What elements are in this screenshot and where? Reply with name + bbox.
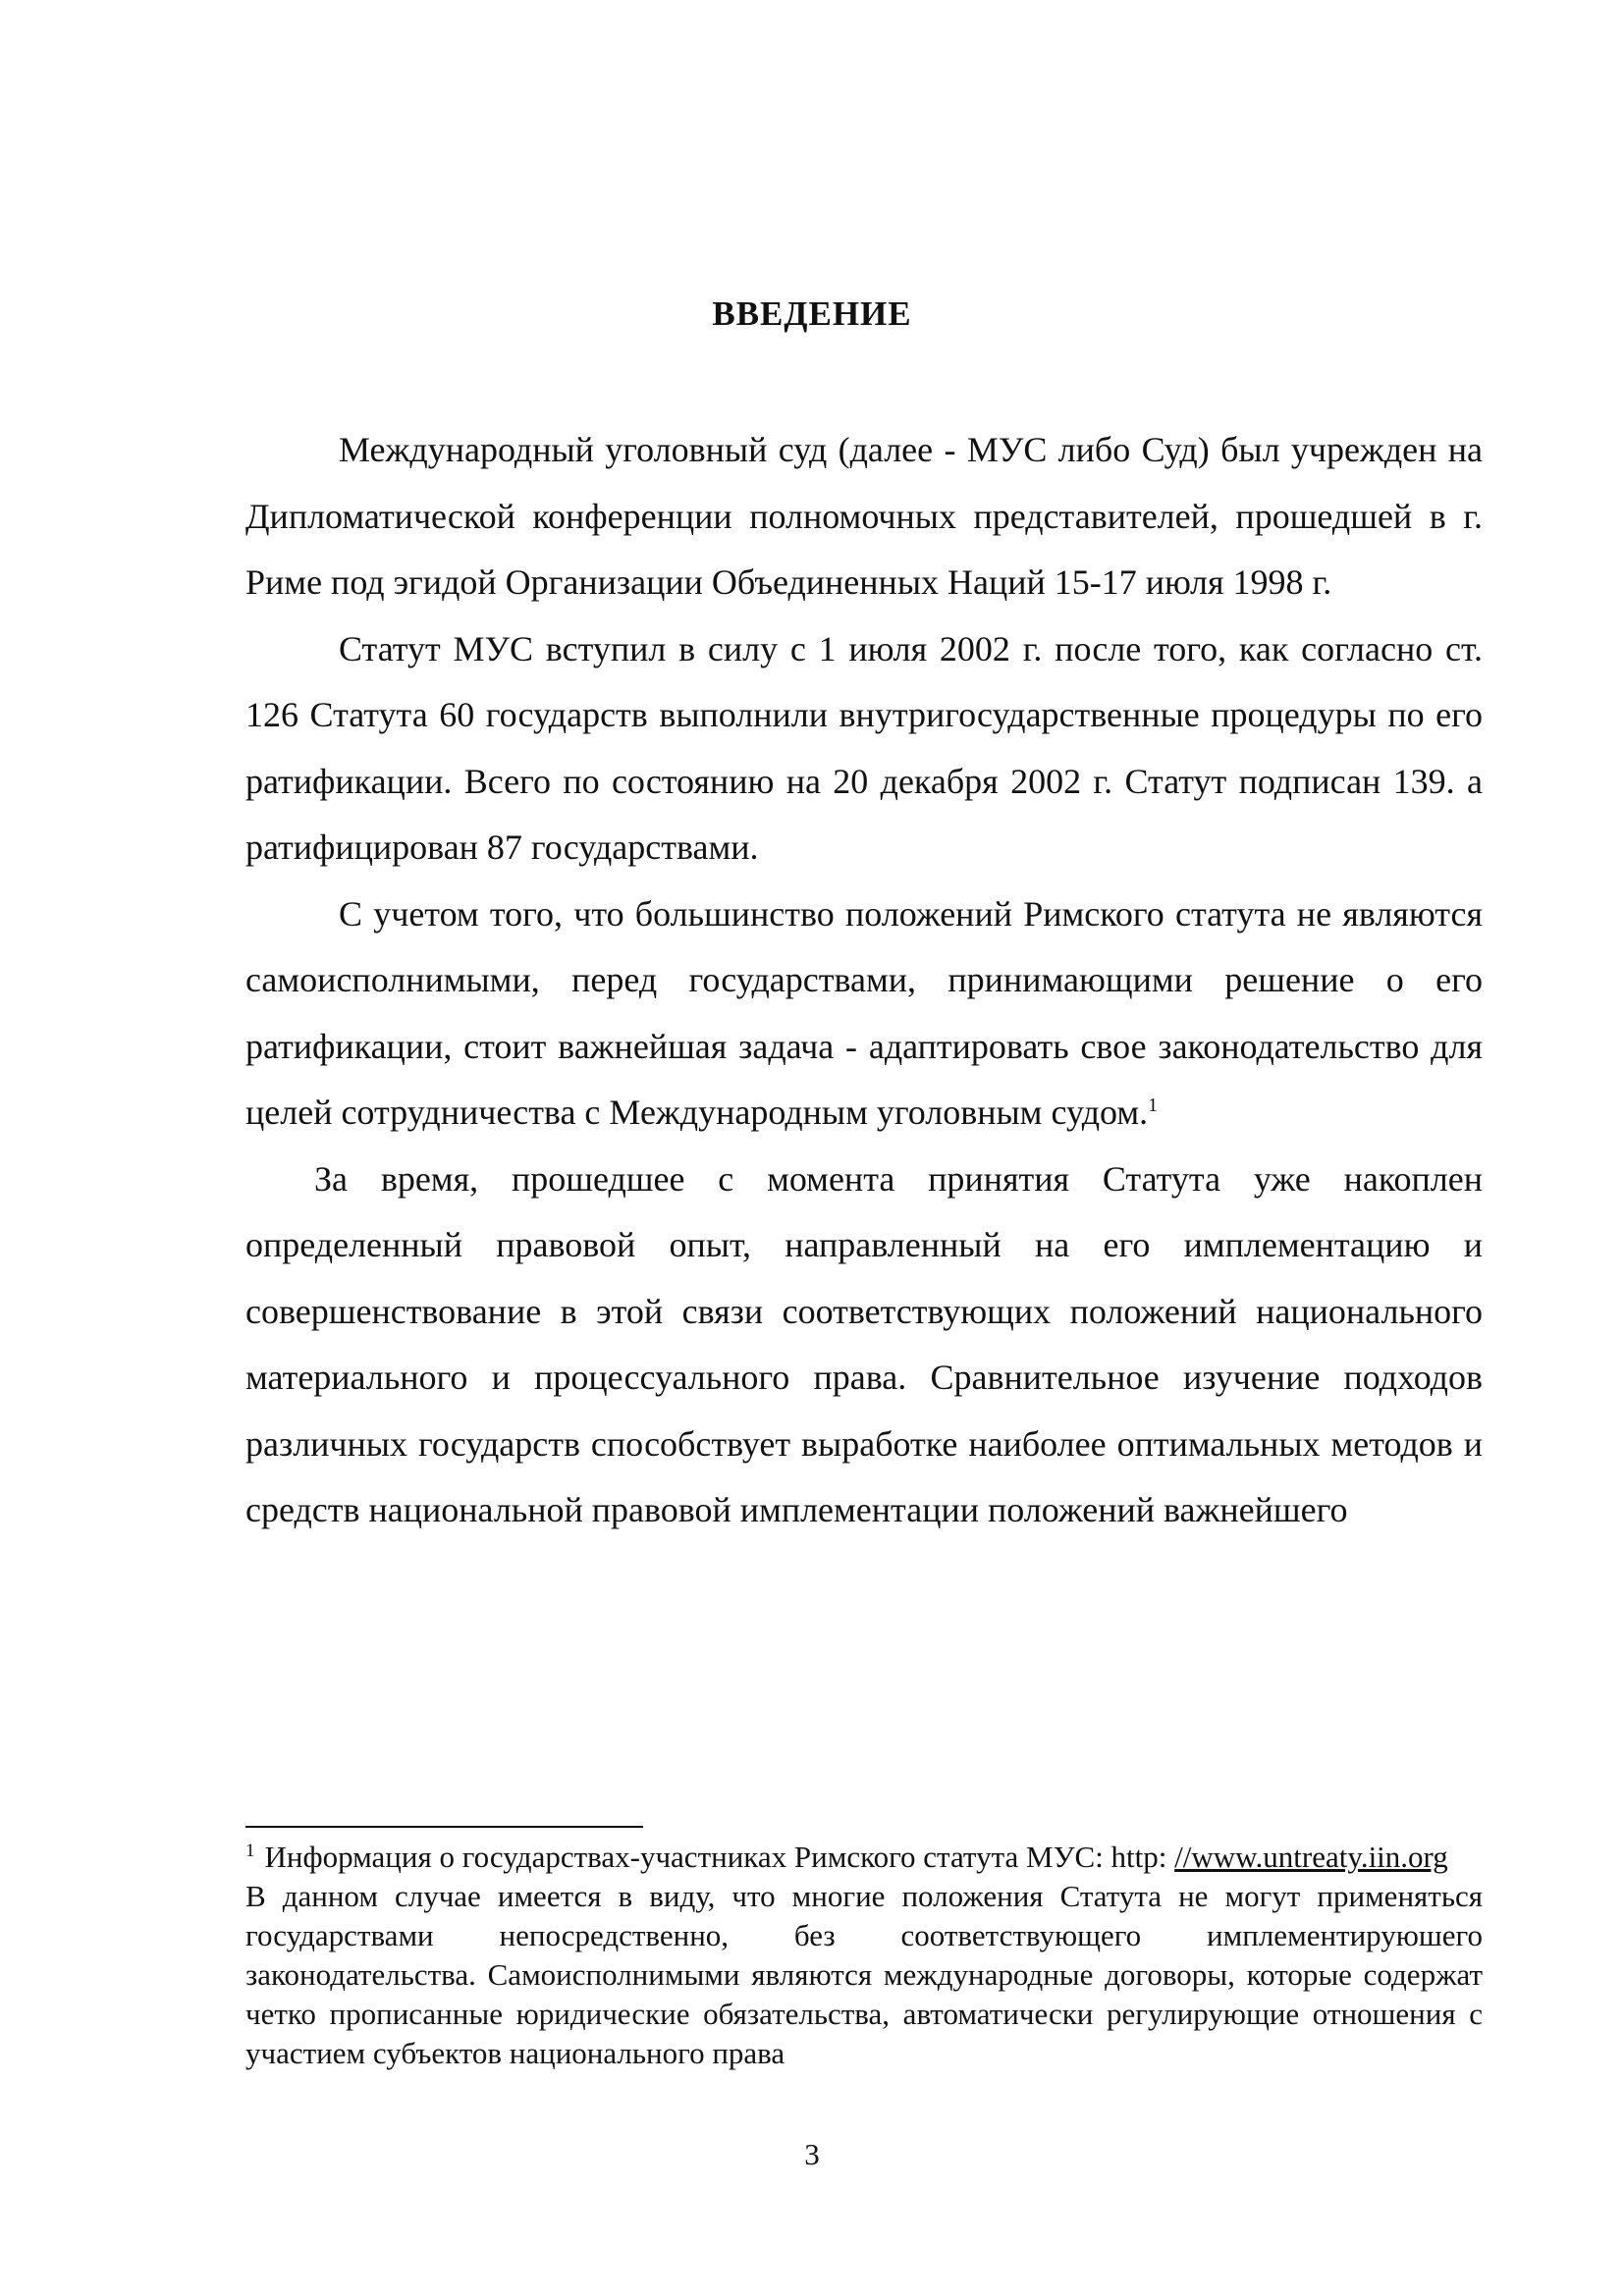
page-number: 3 <box>804 2137 820 2171</box>
paragraph-3 <box>245 881 1483 1147</box>
footnote-1-mark: 1 <box>245 1840 255 1861</box>
footnote-2 <box>245 1877 1483 2073</box>
paragraph-4-text: За время, прошедшее с момента принятия Статута уже накоплен определенный правовой опыт, направленный на его имплементацию и совершенствование в этой связи соответствующих положений национального материального и процессуального права. Сравнительное изучение подходов различных государств способствует выработке наиболее оптимальных методов и средств национальной правовой имплементации положений важнейшего <box>245 1158 1483 1529</box>
body-text <box>245 417 1483 1544</box>
footnote-separator <box>245 1826 643 1828</box>
footnote-1 <box>245 1838 1483 1877</box>
footnotes <box>245 1838 1483 2073</box>
paragraph-2 <box>245 616 1483 881</box>
footnote-1-link[interactable]: //www.untreaty.iin.org <box>1174 1840 1448 1874</box>
paragraph-1 <box>245 417 1483 616</box>
footnote-2-text: В данном случае имеется в виду, что многие положения Статута не могут применяться государствами непосредственно, без соответствующего имплементируюшего законодательства. Самоисполнимыми являются международные договоры, которые содержат четко прописанные юридические обязательства, автоматически регулирующие отношения с участием субъектов национального права <box>245 1879 1483 2070</box>
paragraph-3-text: С учетом того, что большинство положений Римского статута не являются самоисполнимыми, перед государствами, принимающими решение о его ратификации, стоит важнейшая задача - адаптировать свое законодательство для целей сотрудничества с Международным уголовным судом. <box>245 893 1483 1132</box>
paragraph-1-text: Международный уголовный суд (далее - МУС либо Суд) был учрежден на Дипломатической конференции полномочных представителей, прошедшей в г. Риме под эгидой Организации Объединенных Наций 15-17 июля 1998 г. <box>245 430 1483 602</box>
page-title: ВВЕДЕНИЕ <box>712 294 912 333</box>
footnote-1-text: Информация о государствах-участниках Римского статута МУС: http: <box>264 1840 1167 1874</box>
paragraph-2-text: Статут МУС вступил в силу с 1 июля 2002 г. после того, как согласно ст. 126 Статута 60 государств выполнили внутригосударственные процедуры по его ратификации. Всего по состоянию на 20 декабря 2002 г. Статут подписан 139. а ратифицирован 87 государствами. <box>245 628 1483 867</box>
footnote-reference[interactable]: 1 <box>1148 1095 1159 1116</box>
paragraph-4 <box>245 1147 1483 1544</box>
